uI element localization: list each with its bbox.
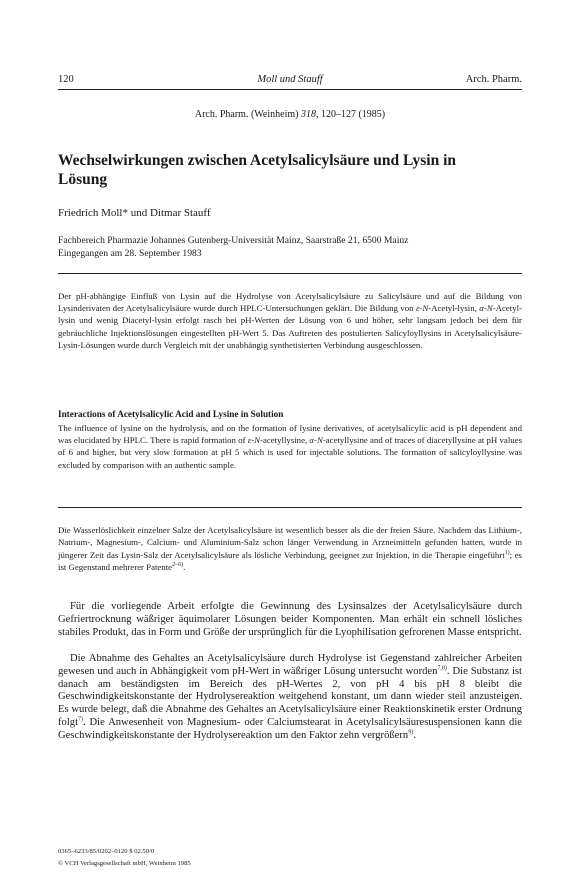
body-paragraph-1: Für die vorliegende Arbeit erfolgte die Gewinnung des Lysinsalzes der Acetylsalicylsäure durch Gefriertrocknung wäßriger äquimolarer Lösungen beider Komponenten. Man erhält ein schnell lösliches stabiles Produkt, das in Form und Größe der ursprünglich für die Lyophilisation gefrorenen Masse entspricht. — [58, 601, 522, 638]
abstract-text: The influence of lysine on the hydrolysis, and on the formation of lysine derivatives, of acetylsalicylic acid is pH dependent and was elucidated by HPLC. There is rapid formation of — [58, 423, 522, 446]
abstract-text: -Acetyl-lysin, — [428, 303, 480, 314]
abstract-german — [58, 290, 522, 351]
article-code: 0365–6233/85/0202–0120 $ 02.50/0 — [58, 848, 155, 855]
title-line: Wechselwirkungen zwischen Acetylsalicylsäure und Lysin in — [58, 152, 457, 169]
body-text: Die Abnahme des Gehaltes an Acetylsalicylsäure durch Hydrolyse ist Gegenstand zahlreicher Arbeiten gewesen und auch in Abhängigkeit vom pH-Wert in wäßriger Lösung untersucht worden — [58, 653, 522, 677]
reference-marker: 9) — [408, 729, 414, 736]
running-head — [58, 73, 522, 87]
institution: Fachbereich Pharmazie Johannes Gutenberg-Universität Mainz, Saarstraße 21, 6500 Mainz — [58, 235, 409, 246]
intro-text: ; es ist Gegenstand mehrerer Patente — [58, 549, 522, 572]
body-text: . Die Anwesenheit von Magnesium- oder Calciumstearat in Acetylsalicylsäuresuspensionen kann die Geschwindigkeitskonstante der Hydrolysereaktion um den Faktor zehn vergrößern — [58, 716, 522, 741]
abstract-text: -acetyllysine, — [260, 435, 310, 446]
running-head-authors: Moll und Stauff — [257, 74, 323, 85]
abstract-text: -acetyllysine and of traces of diacetyllysine at pH values of 6 and higher, but very slow formation at pH 5 which is used for injectable solutions. The formation of salicyloyllysine was excluded by comparison with an authentic sample. — [58, 435, 522, 470]
reference-marker: 7) — [78, 716, 84, 723]
abstract-text: -Acetyl-lysin und wenig Diacetyl-lysin erfolgt rasch bei pH-Werten der Lösung von 6 und höher, sehr langsam jedoch bei dem für gebräuchliche Injektionslösungen eingestellten pH-Wert 5. Das Auftreten des postulierten Salicyloyllysins in Acetylsalicylsäure-Lysin-Lösungen wurde durch Vergleich mit der unabhängig synthetisierten Verbindung ausgeschlossen. — [58, 303, 522, 350]
abstract-italic: α-N — [309, 435, 323, 446]
abstract-bottom-rule — [58, 507, 522, 508]
copyright-notice: © VCH Verlagsgesellschaft mbH, Weinheim 1985 — [58, 860, 191, 867]
english-abstract-heading: Interactions of Acetylsalicylic Acid and Lysine in Solution — [58, 409, 284, 419]
reference-marker: 1) — [504, 549, 510, 556]
authors: Friedrich Moll* und Ditmar Stauff — [58, 207, 211, 219]
abstract-english — [58, 422, 522, 471]
running-head-journal: Arch. Pharm. — [465, 74, 522, 85]
abstract-top-rule — [58, 273, 522, 274]
body-text: . Die Substanz ist danach am beständigsten im Bereich des pH-Wertes 2, von pH 4 bis pH 8 bleibt die Geschwindigkeitskonstante der Hydrolysereaktion weitgehend konstant, um dann wieder steil anzusteigen. Es wurde belegt, daß die Abnahme des Gehaltes an Acetylsalicylsäure einer Reaktionskinetik erster Ordnung folgt — [58, 665, 523, 728]
article-title — [58, 151, 522, 189]
affiliation — [58, 235, 522, 260]
abstract-italic: ε-N — [415, 303, 429, 314]
citation-pages: 120–127 (1985) — [318, 109, 386, 120]
citation-journal: Arch. Pharm. (Weinheim) — [194, 109, 301, 120]
citation-volume: 318, — [300, 109, 319, 120]
copyright-footer — [58, 846, 191, 870]
title-line: Lösung — [58, 171, 108, 188]
intro-text: . — [183, 561, 186, 572]
page-number: 120 — [58, 74, 74, 85]
received-date: Eingegangen am 28. September 1983 — [58, 247, 202, 259]
reference-marker: 7,8) — [437, 665, 447, 672]
abstract-italic: ε-N — [247, 435, 261, 446]
header-rule — [58, 89, 522, 90]
intro-text: Die Wasserlöslichkeit einzelner Salze der Acetylsalicylsäure ist wesentlich besser als die der freien Säure. Nachdem das Lithium-, Natrium-, Magnesium-, Calcium- und Aluminium-Salz schon länger Verwendung in Arzneimitteln gefunden hatten, wurde in jüngerer Zeit das Lysin-Salz der Acetylsalicylsäure als lösliche Verbindung, geeignet zur Injektion, in die Therapie eingeführt — [58, 525, 522, 560]
reference-marker: 2–6) — [172, 561, 184, 568]
body-text: . — [413, 729, 416, 741]
abstract-text: Der pH-abhängige Einfluß von Lysin auf die Hydrolyse von Acetylsalicylsäure zu Salicylsäure und auf die Bildung von Lysinderivaten der Acetylsalicylsäure wurde durch HPLC-Untersuchungen geklärt. Die Bildung von — [58, 291, 522, 314]
abstract-italic: α-N — [479, 303, 493, 314]
citation — [58, 108, 522, 121]
body-paragraph-2 — [58, 653, 522, 743]
introduction-paragraph — [58, 524, 522, 573]
